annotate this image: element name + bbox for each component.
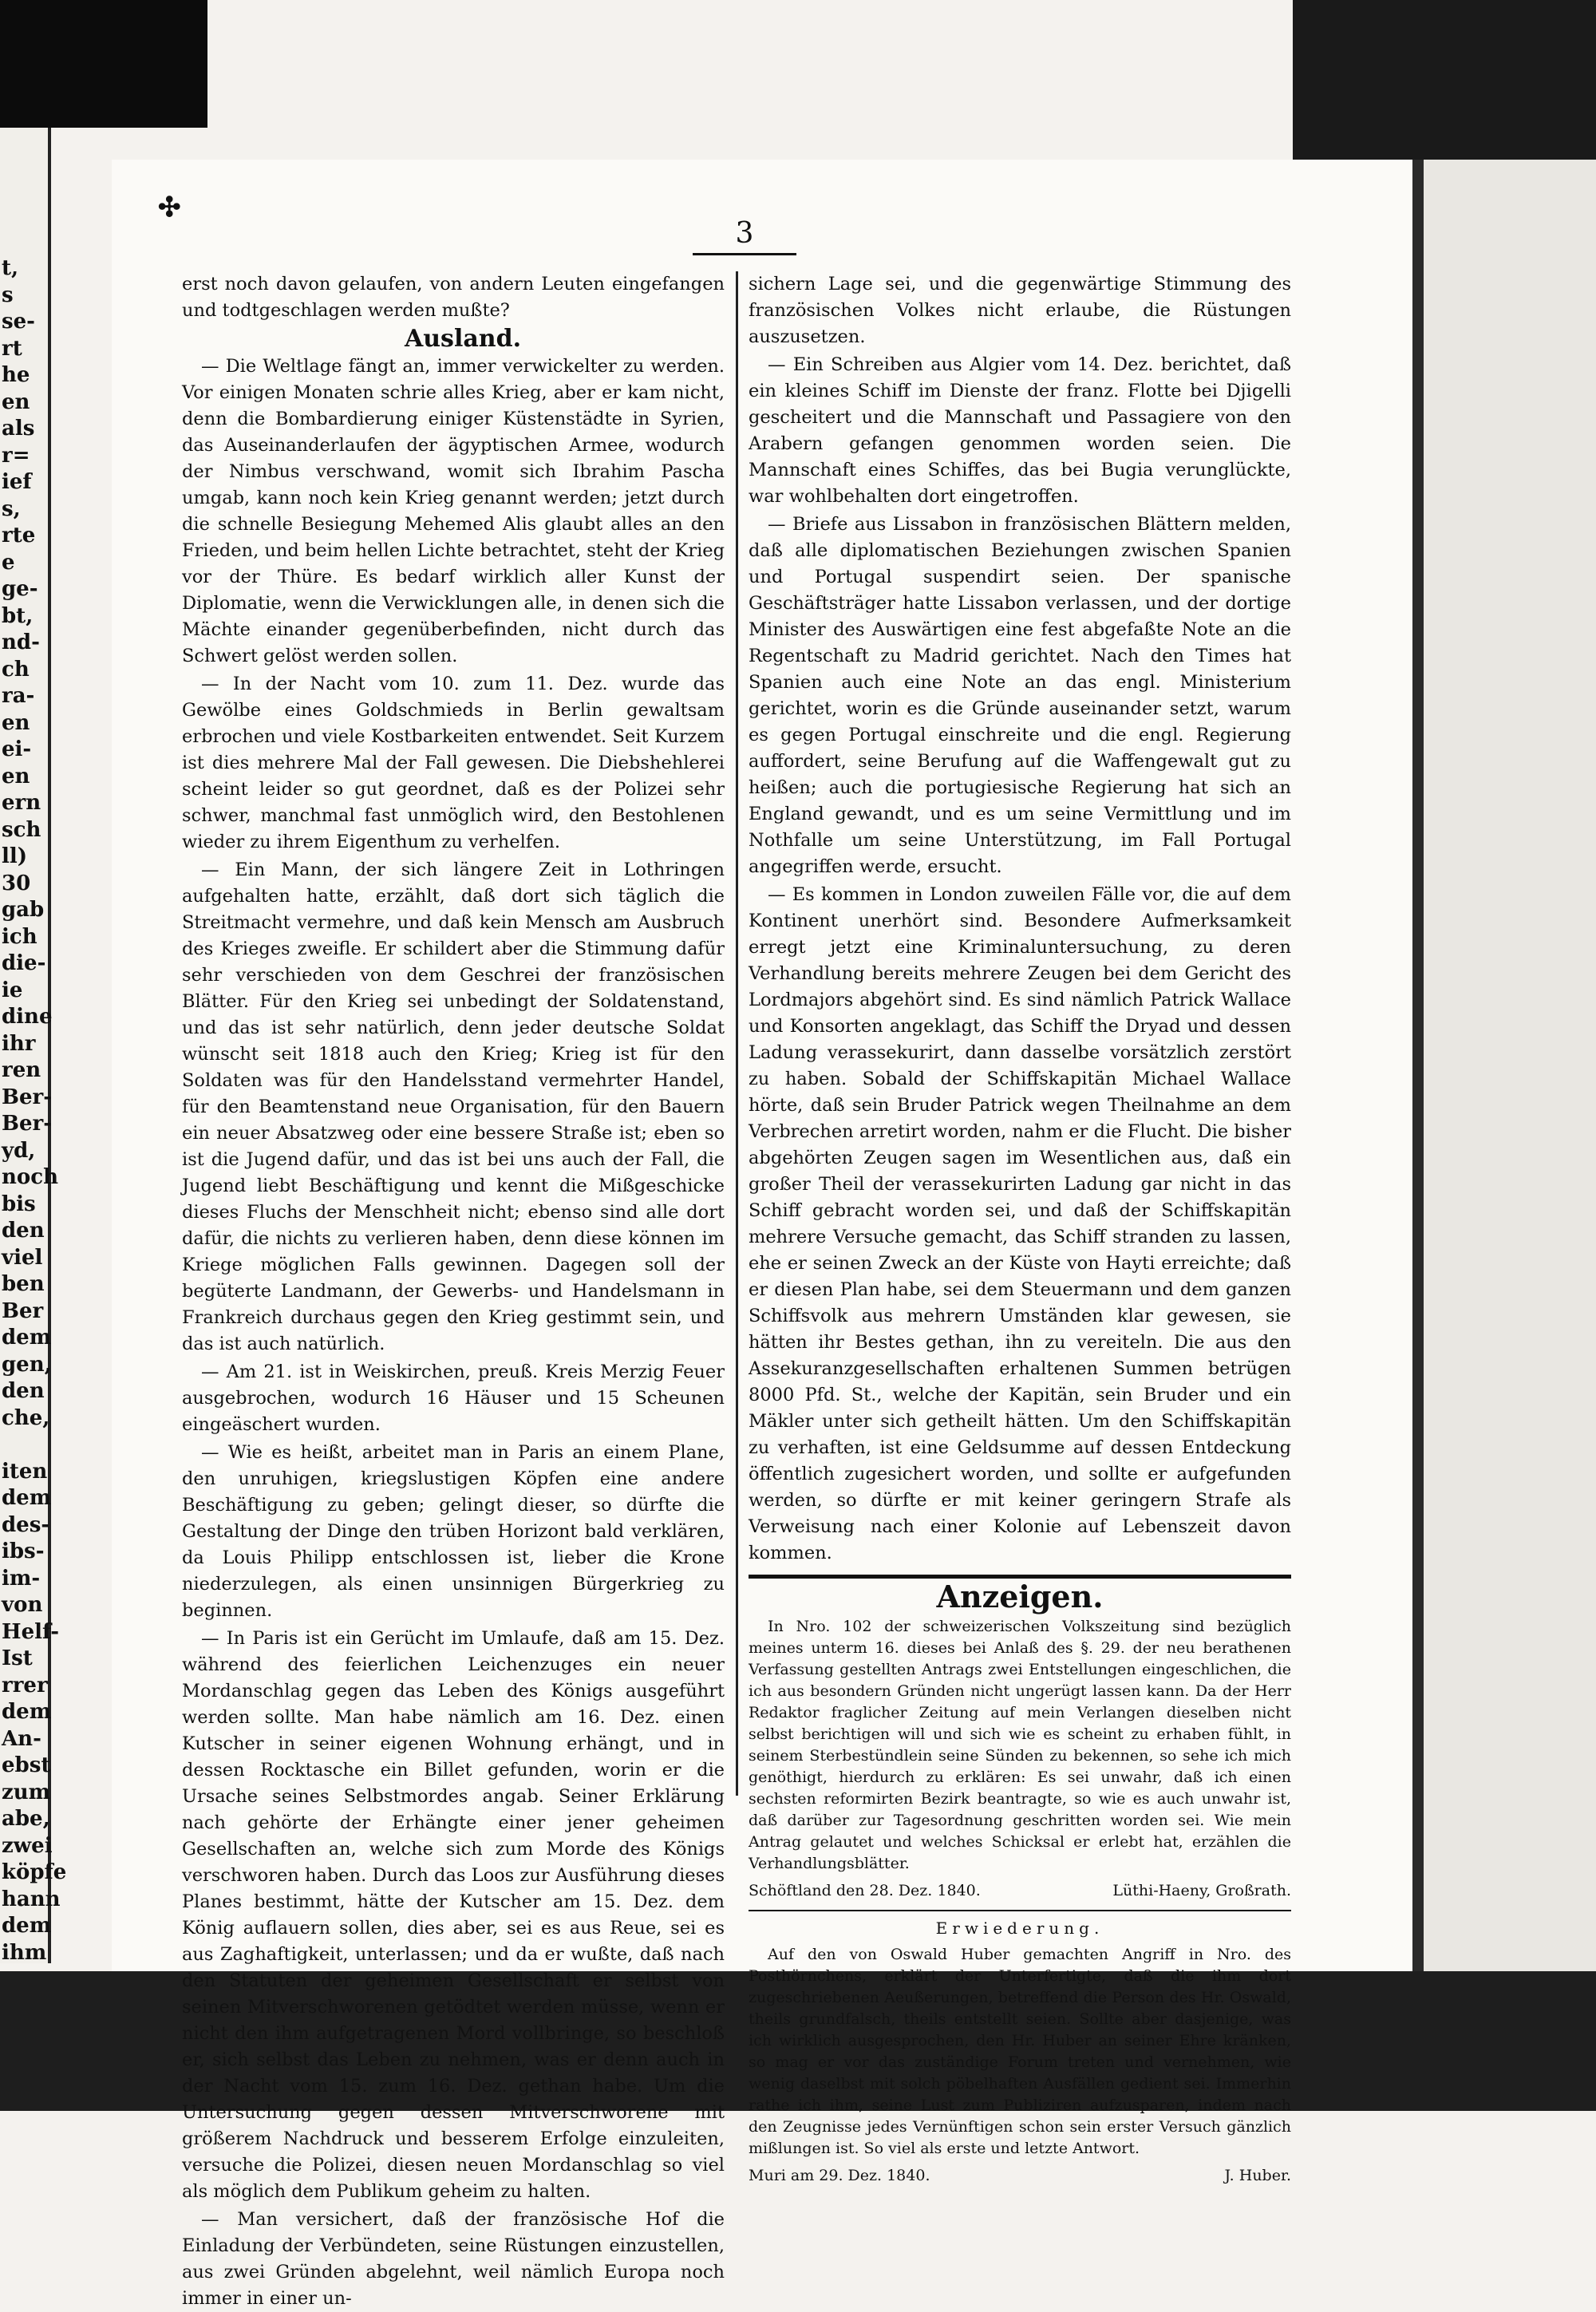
adjacent-page-line: ie xyxy=(2,978,23,1002)
article-paragraph: — Ein Mann, der sich längere Zeit in Lothringen aufgehalten hatte, erzählt, daß dort sich täglich die Streitmacht vermehre, und daß kein Mensch am Ausbruch des Krieges zweifle. Er schildert aber die Stimmung dafür sehr verschieden von dem Geschrei der französischen Blätter. Für den Krieg sei unbedingt der Soldatenstand, und das ist sehr natürlich, denn jeder deutsche Soldat wünscht seit 1818 auch den Krieg; Krieg ist für den Soldaten was für den Handelsstand vermehrter Handel, für den Beamtenstand neue Organisation, für den Bauern ein neuer Absatzweg oder eine bessere Straße ist; eben so ist die Jugend dafür, und das ist bei uns auch der Fall, die Jugend liebt Beschäftigung und kennt die Mißgeschicke dieses Fluchs der Menschheit nicht; ebenso sind alle dort dafür, die nichts zu verlieren haben, denn diese können im Kriege möglichen Falls gewinnen. Dagegen soll der begüterte Landmann, der Gewerbs- und Handelsmann in Frankreich durchaus gegen den Krieg gestimmt sein, und das ist auch natürlich. xyxy=(182,860,725,1354)
adjacent-page-fragment xyxy=(0,128,67,1965)
scan-border-right xyxy=(1412,160,1596,1971)
adjacent-page-line: ihr xyxy=(2,1031,36,1056)
adjacent-page-line: rt xyxy=(2,336,22,361)
adjacent-page-line: Ber- xyxy=(2,1112,53,1136)
adjacent-page-line: dem xyxy=(2,1700,52,1724)
adjacent-page-line: den xyxy=(2,1219,45,1243)
adjacent-page-line: An- xyxy=(2,1726,41,1751)
adjacent-page-line: Helf- xyxy=(2,1619,60,1644)
adjacent-page-line: sch xyxy=(2,817,41,842)
ink-blot: ✣ xyxy=(158,192,181,223)
adjacent-page-line: e xyxy=(2,550,15,575)
adjacent-page-line: rte xyxy=(2,524,36,547)
adjacent-page-line: als xyxy=(2,417,35,441)
reply-signature: J. Huber. xyxy=(1224,2167,1291,2184)
right-column xyxy=(749,271,1291,2187)
adjacent-page-line: noch xyxy=(2,1165,58,1189)
adjacent-page-line: bis xyxy=(2,1192,36,1216)
adjacent-page-line: köpfe xyxy=(2,1860,67,1884)
reply-place-date: Muri am 29. Dez. 1840. xyxy=(749,2167,930,2184)
adjacent-page-line: he xyxy=(2,363,30,387)
notice-rule xyxy=(749,1910,1291,1911)
adjacent-page-line: en xyxy=(2,389,30,414)
article-paragraph: — In Paris ist ein Gerücht im Umlaufe, daß am 15. Dez. während des feierlichen Leichenzuges ein neuer Mordanschlag gegen das Leben des Königs ausgeführt werden sollte. Man habe nämlich am 16. Dez. einen Kutscher in seiner eigenen Wohnung erhängt, und in dessen Rocktasche ein Billet gefunden, worin er die Ursache seines Selbstmordes angab. Seiner Erklärung nach gehörte der Erhängte einer jener geheimen Gesellschaften an, welche sich zum Morde des Königs verschworen haben. Durch das Loos zur Ausführung dieses Planes bestimmt, hätte der Kutscher am 15. Dez. dem König auflauern sollen, dies aber, sei es aus Reue, sei es aus Zaghaftigkeit, unterlassen; und da er wußte, daß nach den Statuten der geheimen Gesellschaft er selbst von seinen Mitverschworenen getödtet werden müsse, wenn er nicht den ihm aufgetragenen Mord vollbringe, so beschloß er, sich selbst das Leben zu nehmen, was er denn auch in der Nacht vom 15. zum 16. Dez. gethan habe. Um die Untersuchung gegen dessen Mitverschworene mit größerem Nachdruck und besserem Erfolge einzuleiten, versuche die Polizei, diesen neuen Mordanschlag so viel als möglich dem Publikum geheim zu halten. xyxy=(182,1628,725,2202)
adjacent-page-line: gab xyxy=(2,898,45,922)
adjacent-page-line: dem xyxy=(2,1486,52,1510)
adjacent-page-line: ge- xyxy=(2,577,38,601)
adjacent-page-line: ren xyxy=(2,1058,41,1082)
adjacent-page-line: s, xyxy=(2,496,21,521)
adjacent-page-line: ll) xyxy=(2,844,28,868)
adjacent-page-line: t, xyxy=(2,256,19,280)
adjacent-page-line: ern xyxy=(2,791,41,815)
article-paragraph: — Man versichert, daß der französische Hof die Einladung der Verbündeten, seine Rüstungen einzustellen, aus zwei Gründen abgelehnt, weil nämlich Europa noch immer in einer un- xyxy=(182,2209,725,2309)
reply-text: Auf den von Oswald Huber gemachten Angriff in Nro. des Posthörnchens, erklärt der Unterfertigte, daß die ihm dort zugeschriebenen Aeußerungen, betreffend die Person des Hr. Oswald, theils grundfalsch, theils entstellt seien. Sollte aber dasjenige, was ich wirklich ausgesprochen, den Hr. Huber an seiner Ehre kränken, so mag er vor das zuständige Forum treten und vernehmen, wie wenig daselbst mit solch pöbelhaften Ausfällen gedient sei. Immerhin rathe ich ihm, seine Lust zum Publiziren aufzusparen, indem nach den Zeugnisse jedes Vernünftigen schon sein erster Versuch gänzlich mißlungen ist. So viel als erste und letzte Antwort. xyxy=(749,1946,1291,2157)
article-paragraph: — Die Weltlage fängt an, immer verwickelter zu werden. Vor einigen Monaten schrie alles Krieg, aber er kam nicht, denn die Bombardierung einiger Küstenstädte in Syrien, das Auseinanderlaufen der ägyptischen Armee, wodurch der Nimbus verschwand, womit sich Ibrahim Pascha umgab, kann noch kein Krieg genannt werden; jetzt durch die schnelle Besiegung Mehemed Alis glaubt alles an den Frieden, und beim hellen Lichte betrachtet, steht der Krieg vor der Thüre. Es bedarf wirklich aller Kunst der Diplomatie, wenn die Verwicklungen alle, in denen sich die Mächte einander gegenüberbefinden, nicht durch das Schwert gelöst werden sollen. xyxy=(182,356,725,666)
adjacent-page-line: Ber xyxy=(2,1298,44,1323)
ad-signoff xyxy=(749,1879,1291,1902)
adjacent-page-line: iten xyxy=(2,1459,48,1484)
adjacent-page-line: abe, xyxy=(2,1807,50,1831)
article-paragraph: — Es kommen in London zuweilen Fälle vor, die auf dem Kontinent unerhört sind. Besondere Aufmerksamkeit erregt jetzt eine Kriminaluntersuchung, zu deren Verhandlung bereits mehrere Zeugen bei dem Gericht des Lordmajors abgehört sind. Es sind nämlich Patrick Wallace und Konsorten angeklagt, das Schiff the Dryad und dessen Ladung verassekurirt, dann dasselbe vorsätzlich zerstört zu haben. Sobald der Schiffskapitän Michael Wallace hörte, daß sein Bruder Patrick wegen Theilnahme an dem Verbrechen arretirt worden, nahm er die Flucht. Die bisher abgehörten Zeugen sagen im Wesentlichen aus, daß ein großer Theil der verassekurirten Ladung gar nicht in das Schiff gebracht worden sei, und daß der Schiffskapitän mehrere Versuche gemacht, das Schiff stranden zu lassen, ehe er seinen Zweck an der Küste von Hayti erreichte; daß er diesen Plan habe, sei dem Steuermann und dem ganzen Schiffsvolk aus mehrern Umständen klar gewesen, sie hätten ihr Bestes gethan, ihn zu vereiteln. Die aus den Assekuranzgesellschaften erhaltenen Summen betrügen 8000 Pfd. St., welche der Kapitän, sein Bruder und ein Mäkler unter sich getheilt hätten. Um den Schiffskapitän zu verhaften, ist eine Geldsumme auf dessen Entdeckung öffentlich zugesichert worden, und sollte er aufgefunden werden, so dürfte er mit keiner geringern Strafe als Verweisung nach einer Kolonie auf Lebenszeit davon kommen. xyxy=(749,884,1291,1563)
adjacent-page-line: den xyxy=(2,1379,45,1403)
adjacent-page-line: zum xyxy=(2,1780,51,1804)
adjacent-page-line: bt, xyxy=(2,603,34,628)
adjacent-page-line: viel xyxy=(2,1245,43,1270)
section-heading-ausland: Ausland. xyxy=(404,325,522,353)
adjacent-page-line: ich xyxy=(2,924,38,949)
adjacent-page-line: des- xyxy=(2,1512,50,1537)
adjacent-page-line: en xyxy=(2,710,30,735)
ad-place-date: Schöftland den 28. Dez. 1840. xyxy=(749,1882,981,1899)
adjacent-page-line: ihm xyxy=(2,1940,47,1965)
adjacent-page-line: ra- xyxy=(2,684,35,708)
reply-notice xyxy=(749,1918,1291,2187)
column-divider xyxy=(736,271,738,1796)
adjacent-page-line: r= xyxy=(2,443,30,468)
adjacent-page-line: se- xyxy=(2,310,35,334)
adjacent-page-line: ebst xyxy=(2,1753,51,1777)
adjacent-page-line: s xyxy=(2,283,14,307)
article-paragraph: — In der Nacht vom 10. zum 11. Dez. wurde das Gewölbe eines Goldschmieds in Berlin gewaltsam erbrochen und viele Kostbarkeiten entwendet. Seit Kurzem ist dies mehrere Mal der Fall gewesen. Die Diebshehlerei scheint leider so gut geordnet, daß es der Polizei sehr schwer, manchmal fast unmöglich wird, den Bestohlenen wieder zu ihrem Eigenthum zu verhelfen. xyxy=(182,674,725,852)
ad-text: In Nro. 102 der schweizerischen Volkszeitung sind bezüglich meines unterm 16. dieses bei Anlaß des §. 29. der neu berathenen Verfassung gestellten Antrags zwei Entstellungen eingeschlichen, die ich aus besondern Gründen nicht ungerügt lassen kann. Da der Herr Redaktor fraglicher Zeitung auf mein Verlangen dieselben nicht selbst berichtigen will und sich wie es scheint zu erhaben fühlt, in seinem Sterbestündlein seine Sünden zu bekennen, so sehe ich mich genöthigt, hierdurch zu erklären: Es sei unwahr, daß ich einen sechsten reformirten Bezirk beantragte, so wie es auch unwahr ist, daß darüber zur Tagesordnung geschritten worden sei. Wie mein Antrag gelautet und welches Schicksal er erlebt hat, erzählen die Verhandlungsblätter. xyxy=(749,1618,1291,1872)
article-paragraph: sichern Lage sei, und die gegenwärtige Stimmung des französischen Volkes nicht erlaube, die Rüstungen auszusetzen. xyxy=(749,274,1291,347)
adjacent-page-line: en xyxy=(2,764,30,788)
advertisement xyxy=(749,1616,1291,1902)
adjacent-page-line: ben xyxy=(2,1272,45,1296)
adjacent-page-line: dem xyxy=(2,1326,52,1350)
adjacent-page-line: zwei xyxy=(2,1833,53,1858)
adjacent-page-line: ief xyxy=(2,470,32,494)
reply-heading: Erwiederung. xyxy=(935,1919,1104,1938)
adjacent-page-line: dem xyxy=(2,1914,52,1938)
adjacent-page-line: ei- xyxy=(2,737,32,761)
adjacent-page-line: Ist xyxy=(2,1646,33,1670)
scan-border-top-right xyxy=(1293,0,1596,160)
adjacent-page-text xyxy=(0,128,67,1966)
ads-heading: Anzeigen. xyxy=(936,1579,1104,1614)
adjacent-page-line: hann xyxy=(2,1887,61,1911)
article-paragraph: — Wie es heißt, arbeitet man in Paris an einem Plane, den unruhigen, kriegslustigen Köpfen eine andere Beschäftigung zu geben; gelingt dieser, so dürfte die Gestaltung der Dinge den trüben Horizont bald verklären, da Louis Philipp entschlossen ist, lieber die Krone niederzulegen, als einen unsinnigen Bürgerkrieg zu beginnen. xyxy=(182,1442,725,1621)
adjacent-page-line: gen, xyxy=(2,1352,52,1377)
adjacent-page-line: nd- xyxy=(2,630,40,654)
adjacent-page-line: die- xyxy=(2,951,46,975)
adjacent-page-line: yd, xyxy=(2,1138,36,1163)
adjacent-page-line: ch xyxy=(2,657,30,682)
article-paragraph: — Am 21. ist in Weiskirchen, preuß. Kreis Merzig Feuer ausgebrochen, wodurch 16 Häuser und 15 Scheunen eingeäschert wurden. xyxy=(182,1362,725,1435)
adjacent-page-line xyxy=(2,1432,48,1459)
page-number: 3 xyxy=(693,217,796,255)
adjacent-page-line: Ber- xyxy=(2,1085,53,1109)
left-column-intro: erst noch davon gelaufen, von andern Leuten eingefangen und todtgeschlagen werden mußte? xyxy=(182,274,725,321)
article-paragraph: — Briefe aus Lissabon in französischen Blättern melden, daß alle diplomatischen Beziehungen zwischen Spanien und Portugal suspendirt seien. Der spanische Geschäftsträger hatte Lissabon verlassen, und der dortige Minister des Auswärtigen eine fest abgefaßte Note an die Regentschaft zu Madrid gerichtet. Nach den Times hat Spanien auch eine Note an das engl. Ministerium gerichtet, worin es die Gründe auseinander setzt, warum es gegen Portugal einschreite und die engl. Regierung auffordert, seine Berufung auf die Waffengewalt gut zu heißen; auch die portugiesische Regierung hat sich an England gewandt, und es um seine Vermittlung und im Nothfalle um seine Unterstützung, im Fall Portugal angegriffen werde, ersucht. xyxy=(749,514,1291,877)
article-paragraph: — Ein Schreiben aus Algier vom 14. Dez. berichtet, daß ein kleines Schiff im Dienste der franz. Flotte bei Djigelli gescheitert und die Mannschaft und Passagiere von den Arabern gefangen genommen worden seien. Die Mannschaft eines Schiffes, das bei Bugia verunglückte, war wohlbehalten dort eingetroffen. xyxy=(749,354,1291,507)
ad-signature: Lüthi-Haeny, Großrath. xyxy=(1112,1882,1291,1899)
adjacent-page-line: 30 xyxy=(2,871,31,895)
adjacent-page-line: dine xyxy=(2,1005,53,1029)
adjacent-page-line: rrer xyxy=(2,1673,48,1697)
scan-border-top-left xyxy=(0,0,207,128)
left-column xyxy=(182,271,725,2312)
adjacent-page-line: im- xyxy=(2,1566,41,1591)
adjacent-page-line: ibs- xyxy=(2,1539,45,1563)
adjacent-page-line: che, xyxy=(2,1405,50,1430)
reply-signoff xyxy=(749,2164,1291,2187)
adjacent-page-line: von xyxy=(2,1593,43,1617)
